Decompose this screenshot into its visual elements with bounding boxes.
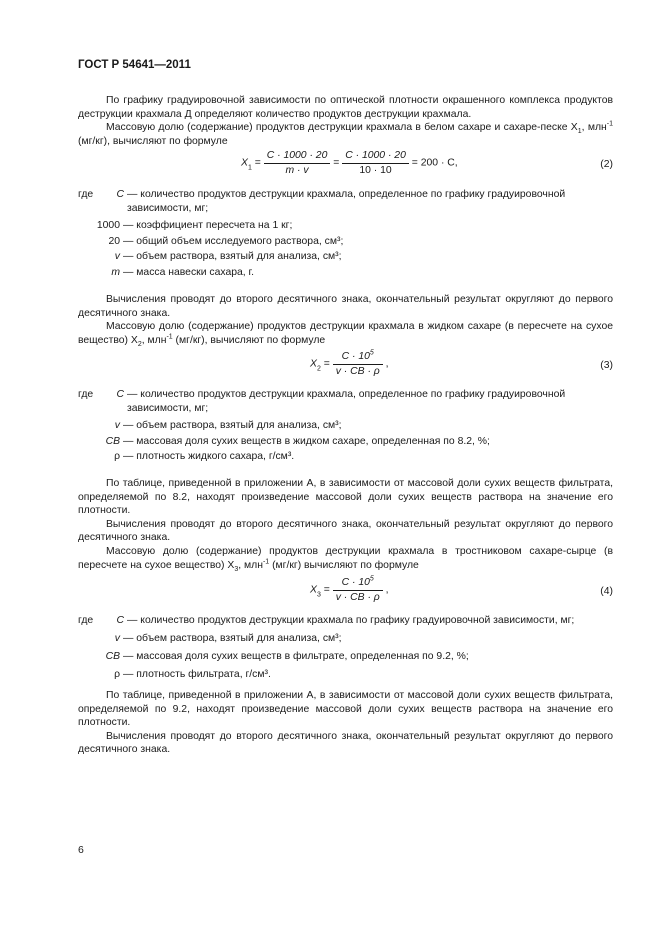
definition-row: ρ — плотность жидкого сахара, г/см³. (114, 451, 295, 462)
definition-row: 1000 — коэффициент пересчета на 1 кг; (96, 220, 293, 231)
definition-row: v — объем раствора, взятый для анализа, см³; (114, 420, 342, 431)
definition-row: m — масса навески сахара, г. (111, 266, 254, 278)
paragraph-liquid-sugar: Массовую долю (содержание) продуктов деструкции крахмала в жидком сахаре (в пересчете на сухое вещество) $X_2$, млн$^{-1}$ (мг/кг), вычисляют по формуле (78, 321, 613, 348)
formula-4: $X_3$ = $\frac{C \cdot 10^5}{v \cdot CB \cdot \rho}$ , (4) (310, 575, 613, 603)
fraction-2: $\frac{C \cdot 1000 \cdot 20}{10 \cdot 10}$ (342, 149, 409, 178)
formula-3: $X_2$ = $\frac{C \cdot 10^5}{v \cdot CB \cdot \rho}$ , (3) (310, 349, 613, 377)
paragraph-rounding-2: Вычисления проводят до второго десятичного знака, окончательный результат округляют до первого десятичного знака. (78, 518, 613, 544)
definitions-formula-4 (78, 614, 613, 686)
paragraph-graph: По графику градуировочной зависимости по оптической плотности окрашенного комплекса продуктов деструкции крахмала Д определяют количество продуктов деструкции крахмала. (78, 95, 613, 120)
fraction-1: $\frac{C \cdot 1000 \cdot 20}{m \cdot v}$ (264, 149, 331, 178)
formula-number: (3) (600, 360, 613, 371)
definition-row: 20 — общий объем исследуемого раствора, см³; (108, 235, 344, 247)
formula-2: $X_1$ = $\frac{C \cdot 1000 \cdot 20}{m \cdot v}$ = $\frac{C \cdot 1000 \cdot 20}{10 \cdot 10}$ = 200 · C, (2) (241, 150, 613, 176)
page-number: 6 (78, 844, 84, 856)
definition-row: v — объем раствора, взятый для анализа, см³; (114, 633, 342, 644)
definitions-formula-3 (78, 388, 613, 466)
paragraph-table-92: По таблице, приведенной в приложении А, в зависимости от массовой доли сухих веществ фильтрата, определяемой по 9.2, находят произведение массовой доли сухих веществ раствора на значение его плотности. (78, 690, 613, 729)
definition-row: CB — массовая доля сухих веществ в жидком сахаре, определенная по 8.2, %; (105, 435, 490, 447)
paragraph-white-sugar: Массовую долю (содержание) продуктов деструкции крахмала в белом сахаре и сахаре-песке $X_1$, млн$^{-1}$ (мг/кг), вычисляют по формуле (78, 120, 614, 147)
paragraph-table-82: По таблице, приведенной в приложении А, в зависимости от массовой доли сухих веществ фильтрата, определяемой по 8.2, находят произведение массовой доли сухих веществ раствора на значение его плотности. (78, 478, 613, 517)
definition-row: ρ — плотность фильтрата, г/см³. (114, 669, 271, 680)
paragraph-cane-sugar: Массовую долю (содержание) продуктов деструкции крахмала в тростниковом сахаре-сырце (в пересчете на сухое вещество) $X_3$, млн$^{-1}$ (мг/кг) вычисляют по формуле (78, 545, 613, 573)
definition-row: v — объем раствора, взятый для анализа, см³; (114, 251, 342, 262)
definitions-formula-2 (78, 188, 613, 281)
formula-number: (4) (600, 586, 613, 597)
definition-row: где C — количество продуктов деструкции крахмала по графику градуировочной зависимости, мг; (78, 615, 575, 626)
document-header: ГОСТ Р 54641—2011 (78, 59, 191, 71)
cane-sugar-paragraphs (78, 477, 613, 572)
definition-row: где C — количество продуктов деструкции крахмала, определенное по графику градуировочной зависимости, мг; (78, 389, 566, 414)
paragraph-rounding: Вычисления проводят до второго десятичного знака, окончательный результат округляют до первого десятичного знака. (78, 294, 613, 319)
definition-row: CB — массовая доля сухих веществ в фильтрате, определенная по 9.2, %; (105, 651, 469, 662)
fraction: $\frac{C \cdot 10^5}{v \cdot CB \cdot \rho}$ (333, 576, 383, 605)
fraction: $\frac{C \cdot 10^5}{v \cdot CB \cdot \rho}$ (333, 350, 383, 379)
definition-row: где C — количество продуктов деструкции крахмала, определенное по графику градуировочной зависимости, мг; (78, 189, 566, 214)
closing-paragraphs (78, 689, 613, 757)
liquid-sugar-paragraphs (78, 293, 613, 347)
intro-paragraphs (78, 94, 613, 148)
paragraph-rounding-3: Вычисления проводят до второго десятичного знака, окончательный результат округляют до первого десятичного знака. (78, 730, 613, 756)
formula-number: (2) (600, 159, 613, 170)
